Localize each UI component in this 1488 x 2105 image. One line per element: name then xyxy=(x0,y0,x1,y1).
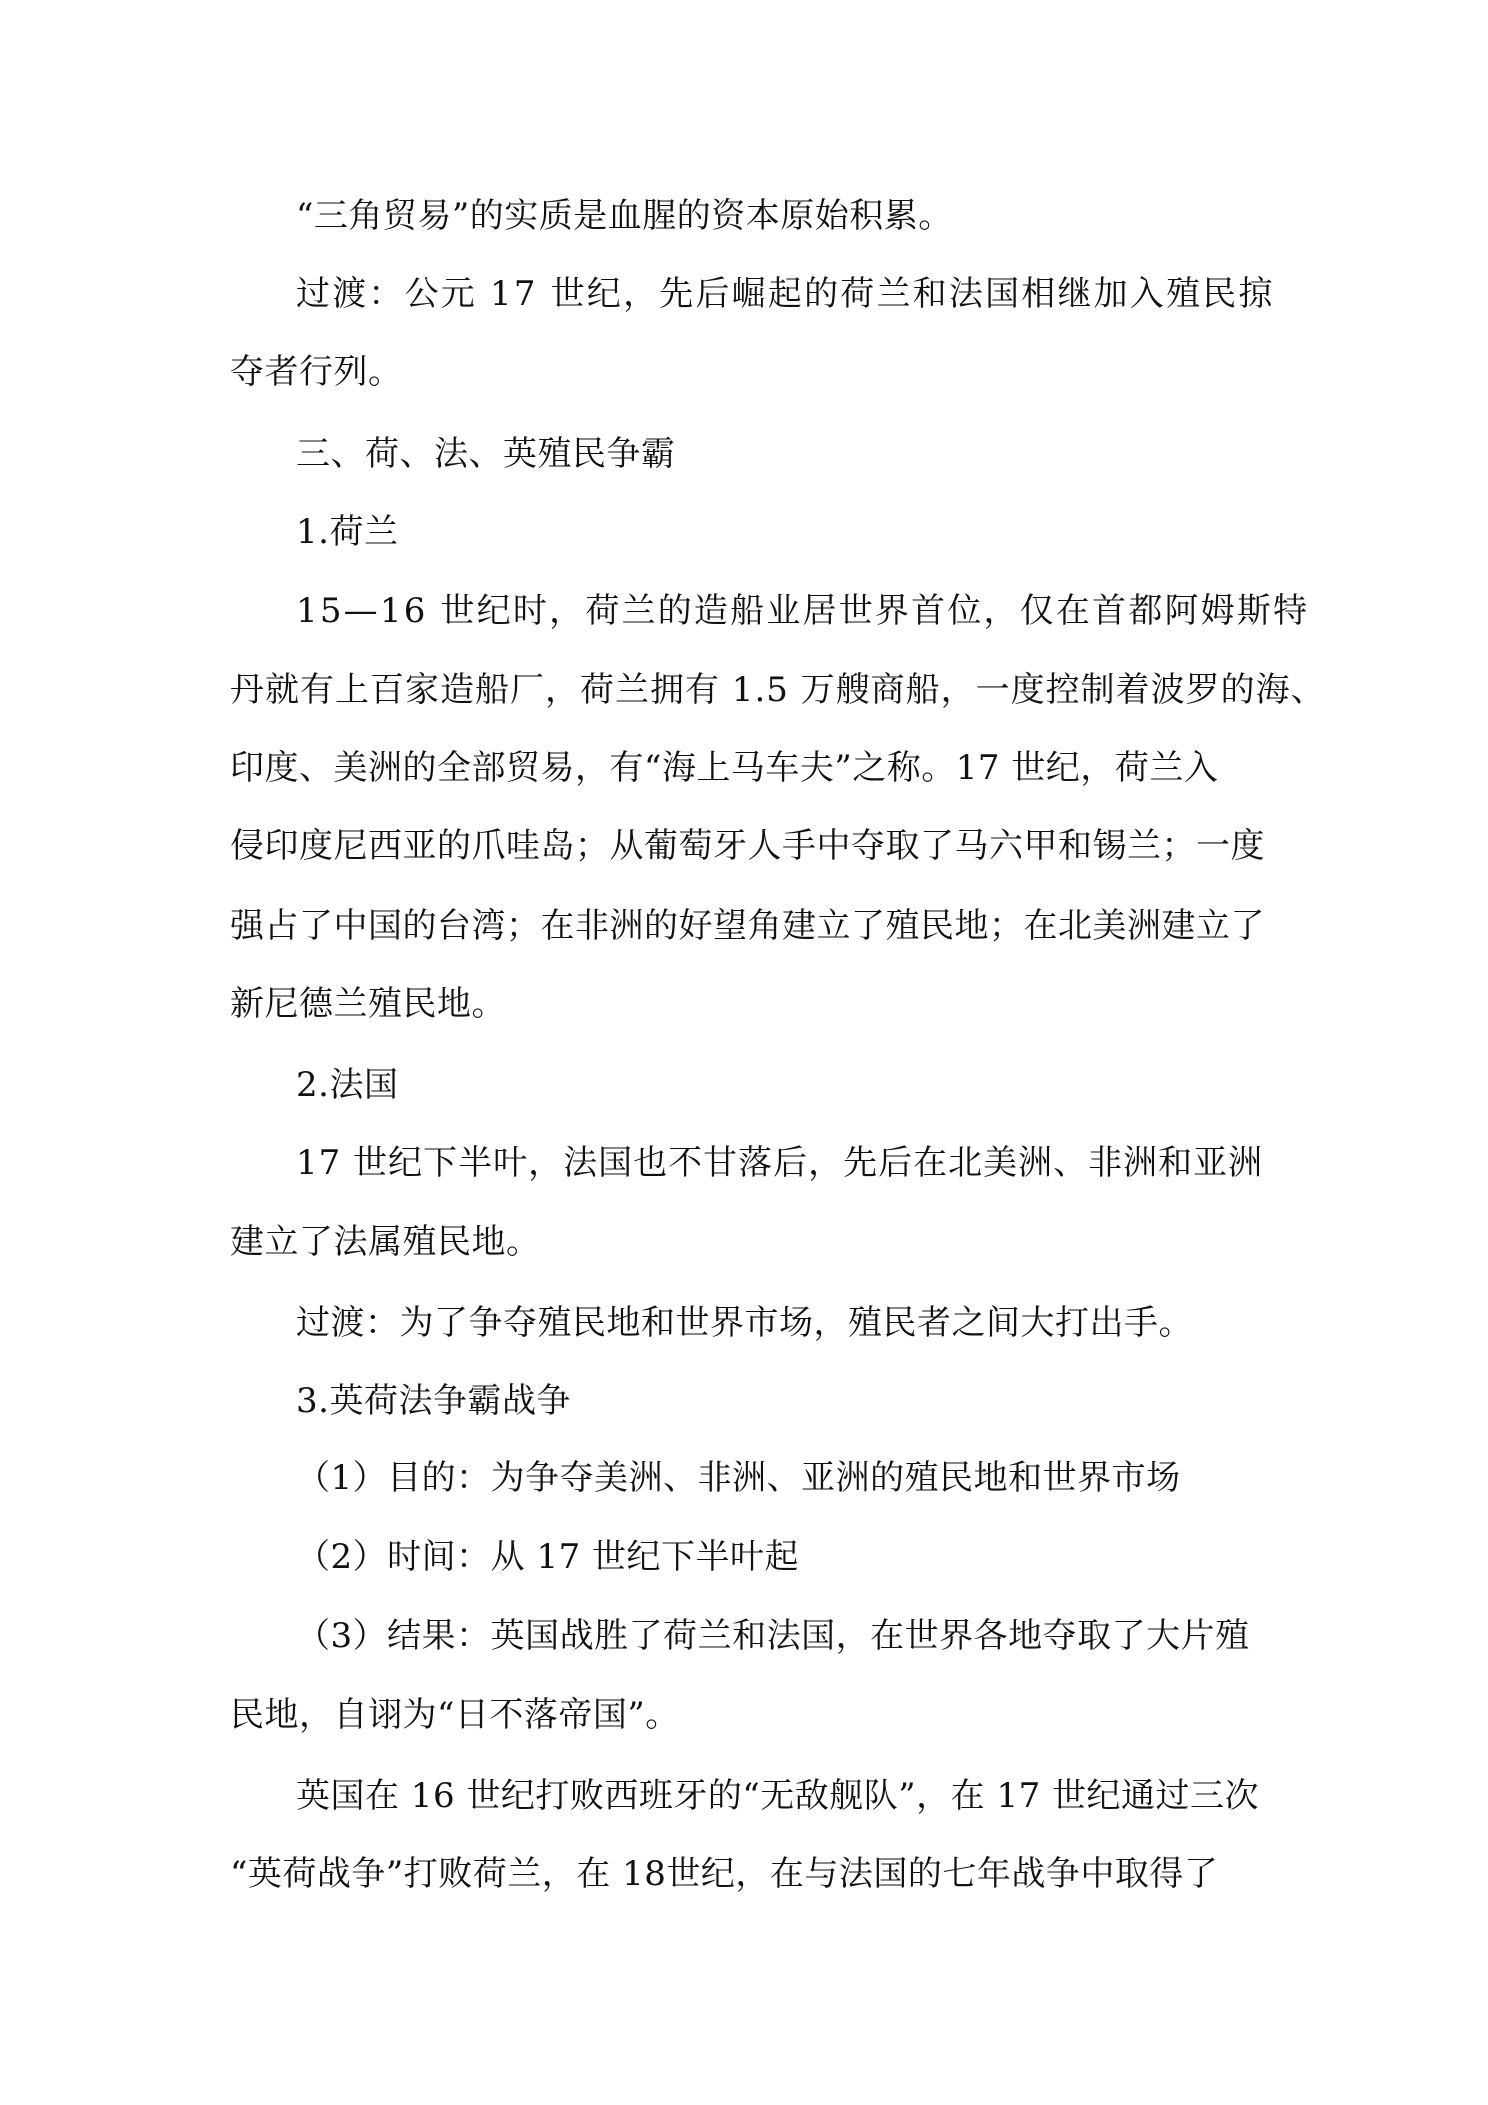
section-heading: 三、荷、法、英殖民争霸 xyxy=(296,434,676,474)
paragraph-line: 夺者行列。 xyxy=(230,352,403,392)
paragraph-line: 强占了中国的台湾；在非洲的好望角建立了殖民地；在北美洲建立了 xyxy=(230,906,1265,946)
paragraph-line: 建立了法属殖民地。 xyxy=(230,1222,541,1262)
paragraph-line: “英荷战争”打败荷兰，在 18世纪，在与法国的七年战争中取得了 xyxy=(230,1854,1219,1894)
paragraph-line: 17 世纪下半叶，法国也不甘落后，先后在北美洲、非洲和亚洲 xyxy=(296,1143,1264,1183)
subsection-heading: 3.英荷法争霸战争 xyxy=(296,1381,571,1421)
paragraph-line: 英国在 16 世纪打败西班牙的“无敌舰队”，在 17 世纪通过三次 xyxy=(296,1776,1260,1816)
list-item: （3）结果：英国战胜了荷兰和法国，在世界各地夺取了大片殖 xyxy=(296,1616,1250,1656)
subsection-heading: 2.法国 xyxy=(296,1065,399,1105)
subsection-heading: 1.荷兰 xyxy=(296,512,399,552)
paragraph-line: 新尼德兰殖民地。 xyxy=(230,984,506,1024)
paragraph-line: 15—16 世纪时，荷兰的造船业居世界首位，仅在首都阿姆斯特 xyxy=(296,591,1310,631)
paragraph-line: 民地，自诩为“日不落帝国”。 xyxy=(230,1695,680,1735)
paragraph-line: 过渡：为了争夺殖民地和世界市场，殖民者之间大打出手。 xyxy=(296,1303,1193,1343)
paragraph-line: 侵印度尼西亚的爪哇岛；从葡萄牙人手中夺取了马六甲和锡兰；一度 xyxy=(230,826,1265,866)
paragraph-line: 丹就有上百家造船厂，荷兰拥有 1.5 万艘商船，一度控制着波罗的海、 xyxy=(230,670,1326,710)
list-item: （1）目的：为争夺美洲、非洲、亚洲的殖民地和世界市场 xyxy=(296,1458,1181,1498)
paragraph-line: “三角贸易”的实质是血腥的资本原始积累。 xyxy=(296,196,953,236)
paragraph-line: 过渡：公元 17 世纪，先后崛起的荷兰和法国相继加入殖民掠 xyxy=(296,274,1275,314)
list-item: （2）时间：从 17 世纪下半叶起 xyxy=(296,1537,800,1577)
paragraph-line: 印度、美洲的全部贸易，有“海上马车夫”之称。17 世纪，荷兰入 xyxy=(230,748,1219,788)
